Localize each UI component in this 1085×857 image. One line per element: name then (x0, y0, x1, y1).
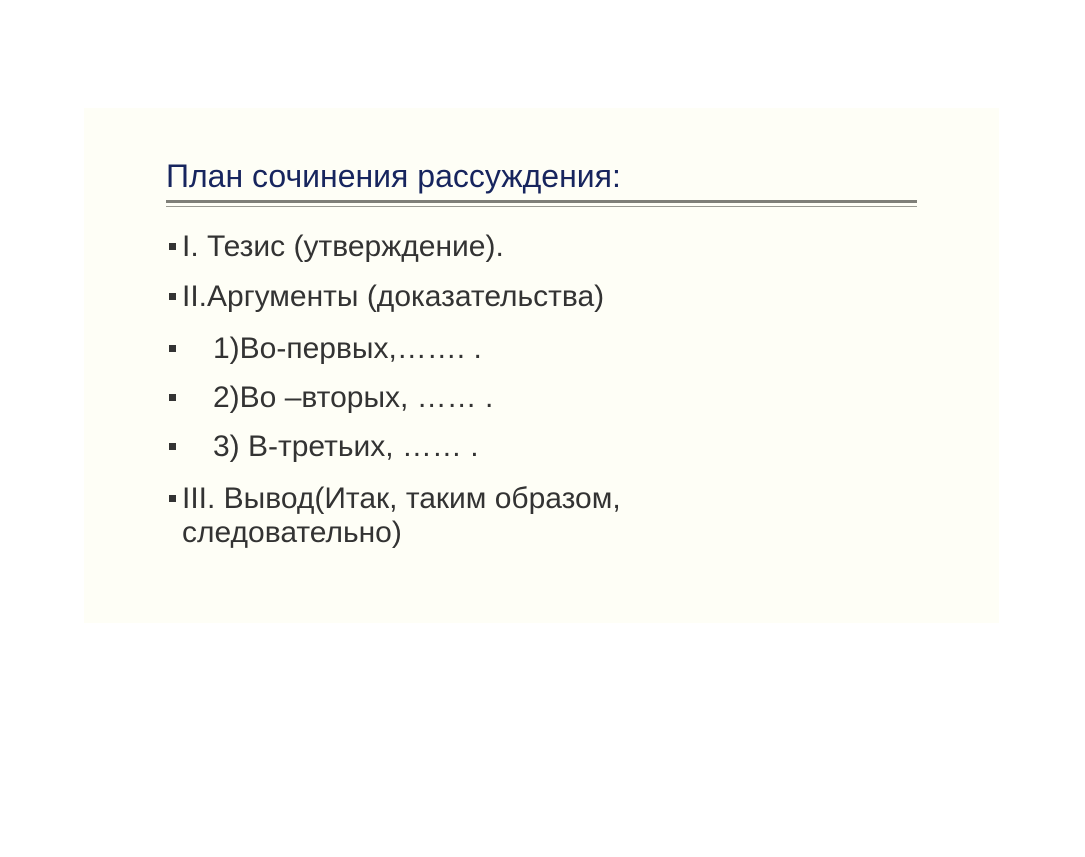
list-item-text: 1)Во-первых,……. . (213, 332, 482, 365)
title-divider-thick (166, 200, 917, 203)
square-bullet-icon (169, 345, 176, 352)
list-item-text: I. Тезис (утверждение). (182, 230, 504, 263)
square-bullet-icon (169, 243, 176, 250)
square-bullet-icon (169, 443, 176, 450)
list-item-text: 2)Во –вторых, …… . (213, 381, 494, 414)
title-divider-thin (166, 206, 917, 207)
square-bullet-icon (169, 293, 176, 300)
slide-title: План сочинения рассуждения: (166, 158, 621, 194)
list-item-text: II.Аргументы (доказательства) (182, 280, 605, 313)
slide (84, 108, 999, 623)
list-item-text: III. Вывод(Итак, таким образом, следовательно) (182, 482, 621, 549)
list-item-text: 3) В-третьих, …… . (213, 430, 479, 463)
square-bullet-icon (169, 495, 176, 502)
square-bullet-icon (169, 394, 176, 401)
